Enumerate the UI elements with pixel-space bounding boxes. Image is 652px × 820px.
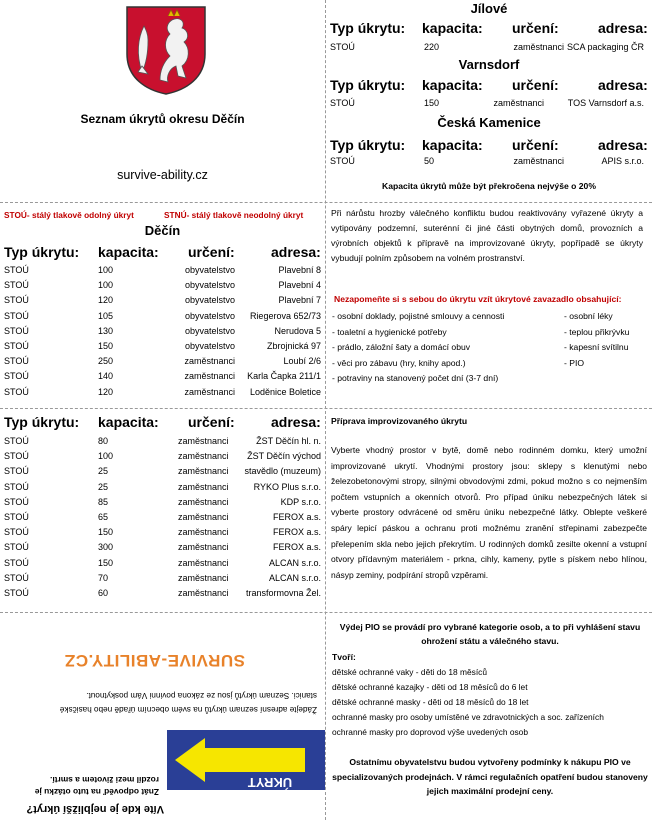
table-row [0,436,325,448]
question-heading: Víte kde je nejbližší úkryt? [26,803,164,815]
table-row [0,466,325,478]
list-item: - toaletní a hygienické potřeby [332,326,447,337]
cell-capacity: 150 [424,98,440,108]
luggage-list-right [564,309,650,371]
cell-capacity: 150 [98,527,114,538]
cell-type: STOÚ [4,527,29,538]
cell-type: STOÚ [4,310,29,321]
cell-type: STOÚ [330,156,355,166]
cell-type: STOÚ [4,386,29,397]
cell-address: ŽST Děčín východ [247,451,321,462]
cell-address: APIS s.r.o. [601,156,644,166]
header-kapacita: kapacita: [422,77,483,93]
cell-type: STOÚ [4,542,29,553]
cell-purpose: zaměstnanci [178,451,229,462]
table-row [326,98,652,110]
war-intro: Při nárůstu hrozby válečného konfliktu budou reaktivovány vyřazené úkryty a vytipovány podzemní, suterénní či jiné části obytných domů, provozních a výrobních objektů k přípravě na improvizované úkryty, popřípadě se úkryty vybudují polním způsobem na volném prostranství. [331,208,643,263]
sign-label: ÚKRYT [247,775,293,790]
header-kapacita: kapacita: [422,20,483,36]
pio-outro: Ostatnímu obyvatelstvu budou vytvořeny podmínky k nákupu PIO ve specializovaných prodejnách. V rámci regulačních opatření budou stanoveny jejich maximální prodejní ceny. [332,757,648,796]
list-item: - PIO [564,357,585,368]
list-item: - teplou přikrývku [564,326,630,337]
cell-address: KDP s.r.o. [280,496,321,507]
cell-type: STOÚ [4,295,29,306]
cell-type: STOÚ [330,98,355,108]
table-row [326,42,652,54]
cell-type: STOÚ [4,557,29,568]
table-row [0,356,325,368]
cell-address: stavědlo (muzeum) [244,466,321,477]
cell-type: STOÚ [4,356,29,367]
table-row [0,558,325,570]
cell-capacity: 120 [98,295,114,306]
cell-purpose: zaměstnanci [178,542,229,553]
header-typ: Typ úkrytu: [4,244,80,260]
pio-list [332,665,650,740]
cell-capacity: 100 [98,280,114,291]
header-typ: Typ úkrytu: [4,414,80,430]
question-answer [35,774,159,798]
header-adresa: adresa: [271,244,321,260]
flipped-panel [0,613,325,820]
cell-address: ŽST Děčín hl. n. [256,436,321,446]
shelter-sign [167,730,325,790]
cell-capacity: 100 [98,451,114,462]
table-row [0,497,325,509]
city-heading: Děčín [144,223,181,238]
list-item: ochranné masky pro doprovod výše uvedených osob [332,727,528,737]
capacity-note: Kapacita úkrytů může být překročena nejvýše o 20% [382,181,596,191]
pio-label: Tvoří: [332,652,356,662]
cell-purpose: zaměstnanci [178,436,229,446]
cell-type: STOÚ [4,512,29,522]
list-item: - prádlo, záložní šaty a domácí obuv [332,342,471,352]
cell-capacity: 25 [98,466,109,477]
cell-capacity: 105 [98,310,114,321]
table-row [0,573,325,585]
cell-purpose: zaměstnanci [178,557,229,568]
table-row [0,265,325,277]
table-row [0,341,325,353]
luggage-list-left [332,309,562,387]
table-row [0,295,325,307]
cell-purpose: zaměstnanci [184,356,235,367]
cell-type: STOÚ [4,572,29,583]
cell-purpose: zaměstnanci [178,466,229,477]
text-line: stanici. Seznam úkrytů jsou ze zákona povinni Vám poskytnout. [86,691,317,700]
cell-address: TOS Varnsdorf a.s. [567,98,644,108]
list-item: ochranné masky pro osoby umístěné ve zdravotnických a soc. zařízeních [332,712,604,722]
cell-purpose: zaměstnanci [513,42,564,52]
cell-purpose: obyvatelstvo [184,341,235,351]
table-row [0,311,325,323]
cell-purpose: zaměstnanci [493,98,544,108]
list-item: - potraviny na stanovený počet dní (3-7 dní) [332,373,499,383]
cell-address: Riegerova 652/73 [249,310,321,321]
cell-capacity: 50 [424,156,435,166]
cell-capacity: 140 [98,371,114,382]
cell-address: FEROX a.s. [272,512,321,522]
list-item: - věci pro zábavu (hry, knihy apod.) [332,357,466,368]
header-kapacita: kapacita: [98,244,159,260]
table-row [0,512,325,524]
table-row [0,326,325,338]
cell-capacity: 120 [98,386,114,397]
cell-purpose: obyvatelstvo [184,265,235,275]
cell-address: Karla Čapka 211/1 [247,371,321,382]
brand-name: SURVIVE-ABILITY.CZ [64,651,245,670]
cell-type: STOÚ [4,451,29,462]
cell-address: Plavební 7 [278,295,321,306]
city-heading: Varnsdorf [458,57,520,72]
table-row [0,588,325,600]
city-heading: Česká Kamenice [437,115,541,130]
cell-address: Plavební 4 [278,280,321,291]
cell-address: Loubí 2/6 [283,356,321,367]
cell-purpose: obyvatelstvo [184,310,235,321]
cell-capacity: 130 [98,325,114,336]
legend-stnu: STNÚ- stálý tlakově neodolný úkryt [164,210,304,220]
cell-type: STOÚ [4,341,29,351]
table-row [326,156,652,168]
header-urceni: určení: [512,137,559,153]
cell-capacity: 220 [424,42,440,52]
luggage-title: Nezapomeňte si s sebou do úkrytu vzít úkrytové zavazadlo obsahující: [334,294,622,304]
site-url: survive-ability.cz [117,168,208,182]
cell-address: FEROX a.s. [272,527,321,538]
table-row [0,482,325,494]
cell-type: STOÚ [4,436,29,446]
cell-address: transformovna Žel. [245,588,321,598]
city-heading: Jílové [470,1,508,16]
table-row [0,280,325,292]
cell-address: Zbrojnická 97 [266,341,321,351]
cell-purpose: obyvatelstvo [184,280,235,291]
list-item: - osobní doklady, pojistné smlouvy a cennosti [332,311,505,321]
improvised-text: Vyberte vhodný prostor v bytě, domě nebo rodinném domku, který umožní improvizované ukrytí. Vhodnými prostory jsou: sklepy s klenutými nebo železobetonovými stropy, silnými obvodovými zdmi, pokud možno s co nejmenším počtem vstupních a okenních otvorů. Pro případ úniku nebezpečných látek si vyberte prostory odvrácené od směru úniku nebezpečné látky. Oblepte veškeré spáry lepicí páskou a ochranu proti možnému zranění střepinami zabezpečte přelepením skla nebo jejich překrytím. U rodinných domků zesilte okenní a vstupní otvory přídavným materiálem - prkna, cihly, kameny, pytle s pískem nebo hlínou, násyp zeminy, podpírání stropů vzpěrami. [331,445,647,580]
cell-purpose: zaměstnanci [184,371,235,382]
header-urceni: určení: [188,414,235,430]
cell-purpose: zaměstnanci [178,572,229,583]
table-row [0,527,325,539]
answer-line: rozdíl mezi životem a smrtí. [50,775,159,785]
header-typ: Typ úkrytu: [330,20,406,36]
list-item: dětské ochranné vaky - děti do 18 měsíců [332,667,488,677]
decin2-table-section [0,409,325,612]
legend-stou: STOÚ- stálý tlakově odolný úkryt [4,210,134,220]
cell-capacity: 80 [98,436,109,446]
cell-type: STOÚ [4,325,29,336]
header-kapacita: kapacita: [422,137,483,153]
cell-capacity: 25 [98,481,109,492]
cell-type: STOÚ [330,42,355,52]
cell-purpose: zaměstnanci [184,386,235,397]
header-adresa: adresa: [598,77,648,93]
cell-capacity: 300 [98,542,114,553]
cell-type: STOÚ [4,481,29,492]
cell-purpose: zaměstnanci [178,527,229,538]
cell-type: STOÚ [4,371,29,382]
cell-address: ALCAN s.r.o. [268,572,321,583]
cell-address: Plavební 8 [278,265,321,275]
cell-purpose: zaměstnanci [178,588,229,598]
cell-address: Loděnice Boletice [249,386,321,397]
cell-purpose: zaměstnanci [178,496,229,507]
cell-capacity: 85 [98,496,109,507]
header-adresa: adresa: [598,137,648,153]
cell-purpose: obyvatelstvo [184,295,235,306]
text-line: Žádejte adresní seznam úkrytů na svém obecním úřadě nebo hasičské [59,705,317,714]
table-row [0,542,325,554]
header-kapacita: kapacita: [98,414,159,430]
cell-address: ALCAN s.r.o. [268,557,321,568]
cell-type: STOÚ [4,466,29,477]
cell-type: STOÚ [4,496,29,507]
header-urceni: určení: [188,244,235,260]
cell-capacity: 65 [98,512,109,522]
header-urceni: určení: [512,20,559,36]
table-row [0,371,325,383]
header-adresa: adresa: [598,20,648,36]
cell-type: STOÚ [4,588,29,598]
table-row [0,387,325,399]
header-typ: Typ úkrytu: [330,77,406,93]
header-urceni: určení: [512,77,559,93]
list-item: - osobní léky [564,311,613,321]
cell-capacity: 100 [98,265,114,275]
cell-capacity: 250 [98,356,114,367]
decin-coat-of-arms [124,4,208,96]
cell-type: STOÚ [4,265,29,275]
cell-type: STOÚ [4,280,29,291]
improvised-title: Příprava improvizovaného úkrytu [331,416,468,426]
cell-capacity: 150 [98,557,114,568]
list-item: - kapesní svítilnu [564,342,629,352]
decin-table-section [0,203,325,408]
cell-purpose: zaměstnanci [178,481,229,492]
header-typ: Typ úkrytu: [330,137,406,153]
cell-purpose: zaměstnanci [178,512,229,522]
pio-intro: Výdej PIO se provádí pro vybrané kategorie osob, a to při vyhlášení stavu ohrožení státu a válečného stavu. [339,622,641,646]
list-item: dětské ochranné kazajky - děti od 18 měsíců do 6 let [332,682,528,692]
cell-address: FEROX a.s. [272,542,321,553]
request-text [5,688,317,716]
document-title: Seznam úkrytů okresu Děčín [80,112,245,126]
header-adresa: adresa: [271,414,321,430]
cell-address: RYKO Plus s.r.o. [253,481,321,492]
cell-address: SCA packaging ČR [566,42,644,52]
cell-capacity: 150 [98,341,114,351]
list-item: dětské ochranné masky - děti od 18 měsíců do 18 let [332,697,529,707]
cell-capacity: 60 [98,588,109,598]
right-top-section [326,0,652,202]
cell-purpose: obyvatelstvo [184,325,235,336]
cell-capacity: 70 [98,572,109,583]
cell-purpose: zaměstnanci [513,156,564,166]
table-row [0,451,325,463]
answer-line: Znát odpověď na tuto otázku je [34,787,159,797]
cell-address: Nerudova 5 [274,325,321,336]
